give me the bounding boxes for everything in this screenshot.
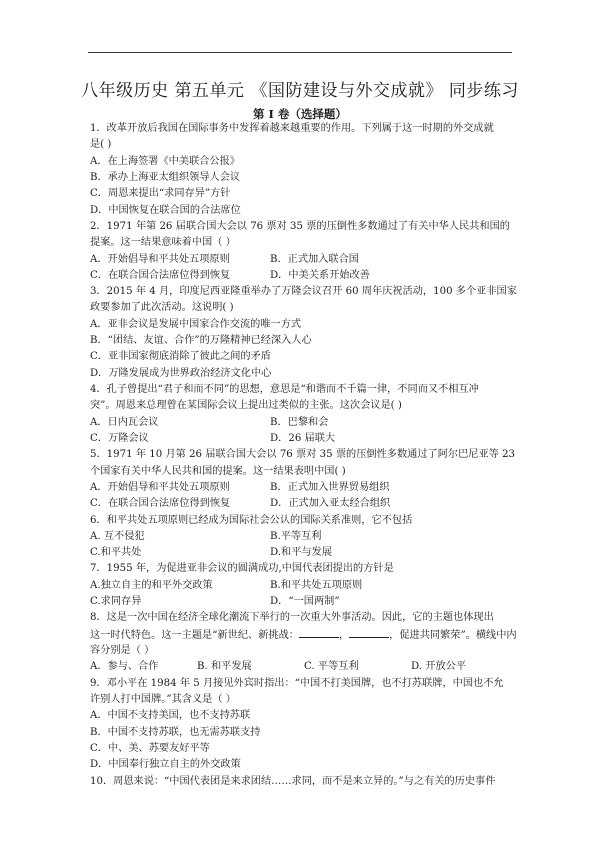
q9-option-a: A．中国不支持美国，也不支持苏联	[90, 710, 251, 722]
q8-stem-line2	[90, 627, 518, 643]
q9-option-b: B．中国不支持苏联，也无需苏联支持	[90, 726, 261, 738]
q9-stem-line2: 许别人打中国牌。”其含义是（ ）	[90, 693, 236, 705]
q2-option-b: B．正式加入联合国	[270, 253, 359, 265]
q6-option-a: A. 互不侵犯	[90, 530, 145, 542]
q6-stem-line1: 6．和平共处五项原则已经成为国际社会公认的国际关系准则，它不包括	[90, 514, 413, 526]
q8-option-c: C. 平等互利	[304, 661, 359, 673]
q5-options-row2	[90, 496, 518, 512]
q3-stem-line2: 政要参加了此次活动。这说明( )	[90, 302, 234, 314]
q5-option-b: B．正式加入世界贸易组织	[270, 481, 390, 493]
q6-option-c: C.和平共处	[90, 547, 142, 559]
q4-option-d: D．26 届联大	[270, 432, 336, 444]
q4-option-b: B．巴黎和会	[270, 416, 329, 428]
q5-option-c: C．在联合国合法席位得到恢复	[90, 498, 231, 510]
q7-option-b: B.和平共处五项原则	[270, 579, 363, 591]
q8-stem-line3: 容分别是（ ）	[90, 645, 155, 656]
q1-option-c: C．周恩来提出“求同存异”方针	[90, 188, 231, 200]
q2-option-c: C．在联合国合法席位得到恢复	[90, 269, 231, 281]
q1-stem-line1: 1．改革开放后我国在国际事务中发挥着越来越重要的作用。下列属于这一时期的外交成就	[90, 123, 494, 134]
q1-stem-line2: 是( )	[90, 139, 112, 151]
q2-stem-line2: 提案。这一结果意味着中国（ ）	[90, 237, 236, 249]
q3-stem-line1: 3．2015 年 4 月，印度尼西亚隆重举办了万隆会议召开 60 周年庆祝活动，100 多个亚非国家	[90, 286, 517, 298]
q9-option-d: D．中国奉行独立自主的外交政策	[90, 759, 241, 771]
q8-options-row	[90, 659, 518, 675]
q4-options-row1	[90, 415, 518, 431]
page-title: 八年级历史 第五单元 《国防建设与外交成就》 同步练习	[81, 81, 519, 101]
q8-option-d: D. 开放公平	[411, 661, 467, 673]
q8-stem-part1: 这一时代特色。这一主题是“新世纪、新挑战：	[90, 629, 299, 641]
q3-option-c: C．亚非国家彻底消除了彼此之间的矛盾	[90, 351, 271, 363]
q8-stem-line1: 8．这是一次中国在经济全球化潮流下举行的一次重大外事活动。因此，它的主题也体现出	[90, 612, 494, 624]
q2-stem-line1: 2．1971 年第 26 届联合国大会以 76 票对 35 票的压倒性多数通过了有关中华人民共和国的	[90, 220, 510, 232]
q6-option-d: D.和平与发展	[270, 547, 332, 559]
q5-option-a: A．开始倡导和平共处五项原则	[90, 481, 230, 493]
q6-option-b: B.平等互利	[270, 530, 322, 542]
q8-stem-part3: ，促进共同繁荣”。横线中内	[389, 629, 517, 641]
q4-stem-line1: 4．孔子曾提出“君子和而不同”的思想，意思是“和谐而不千篇一律，不同而又不相互冲	[90, 384, 479, 395]
section-heading: 第 I 卷（选择题）	[253, 107, 347, 121]
header-rule	[88, 52, 512, 53]
q7-option-c: C.求同存异	[90, 596, 142, 608]
q6-options-row1	[90, 529, 518, 545]
q4-option-c: C．万隆会议	[90, 432, 149, 444]
q2-options-row2	[90, 268, 518, 284]
q4-options-row2	[90, 431, 518, 447]
q5-options-row1	[90, 480, 518, 496]
q5-option-d: D．正式加入亚太经合组织	[270, 498, 391, 510]
q7-options-row1	[90, 578, 518, 594]
q3-option-a: A．亚非会议是发展中国家合作交流的唯一方式	[90, 318, 302, 330]
q5-stem-line1: 5．1971 年 10 月第 26 届联合国大会以 76 票对 35 票的压倒性多数通过了阿尔巴尼亚等 23	[90, 449, 516, 461]
q10-stem-line1: 10．周恩来说：“中国代表团是来求团结……求同，而不是来立异的。”与之有关的历史事件	[90, 775, 496, 787]
q1-option-a: A．在上海签署《中美联合公报》	[90, 155, 240, 167]
q3-option-b: B．“团结、友谊、合作”的万隆精神已经深入人心	[90, 335, 312, 347]
q6-options-row2	[90, 545, 518, 561]
q8-stem-part2: ，	[338, 629, 350, 641]
q4-option-a: A．日内瓦会议	[90, 416, 159, 428]
q7-stem-line1: 7．1955 年，为促进亚非会议的圆满成功,中国代表团提出的方针是	[90, 563, 394, 575]
q1-option-b: B．承办上海亚太组织领导人会议	[90, 171, 241, 183]
question-list	[90, 121, 518, 790]
q9-option-c: C．中、美、苏要友好平等	[90, 742, 210, 754]
q2-options-row1	[90, 252, 518, 268]
q7-option-d: D．“一国两制”	[270, 596, 340, 608]
q2-option-d: D．中美关系开始改善	[270, 269, 370, 281]
q8-option-b: B. 和平发展	[197, 661, 252, 673]
q8-blank-1	[299, 627, 339, 638]
q7-option-a: A.独立自主的和平外交政策	[90, 579, 213, 591]
q9-stem-line1: 9．邓小平在 1984 年 5 月接见外宾时指出：“中国不打美国牌，也不打苏联牌，中国也不允	[90, 677, 504, 689]
q8-option-a: A．参与、合作	[90, 661, 159, 673]
q2-option-a: A．开始倡导和平共处五项原则	[90, 253, 230, 265]
q1-option-d: D．中国恢复在联合国的合法席位	[90, 204, 241, 216]
q8-blank-2	[349, 627, 389, 638]
q5-stem-line2: 个国家有关中华人民共和国的提案。这一结果表明中国( )	[90, 465, 346, 477]
q7-options-row2	[90, 594, 518, 610]
q4-stem-line2: 突”。周恩来总理曾在某国际会议上提出过类似的主张。这次会议是( )	[90, 400, 402, 412]
q3-option-d: D．万隆发展成为世界政治经济文化中心	[90, 367, 272, 379]
